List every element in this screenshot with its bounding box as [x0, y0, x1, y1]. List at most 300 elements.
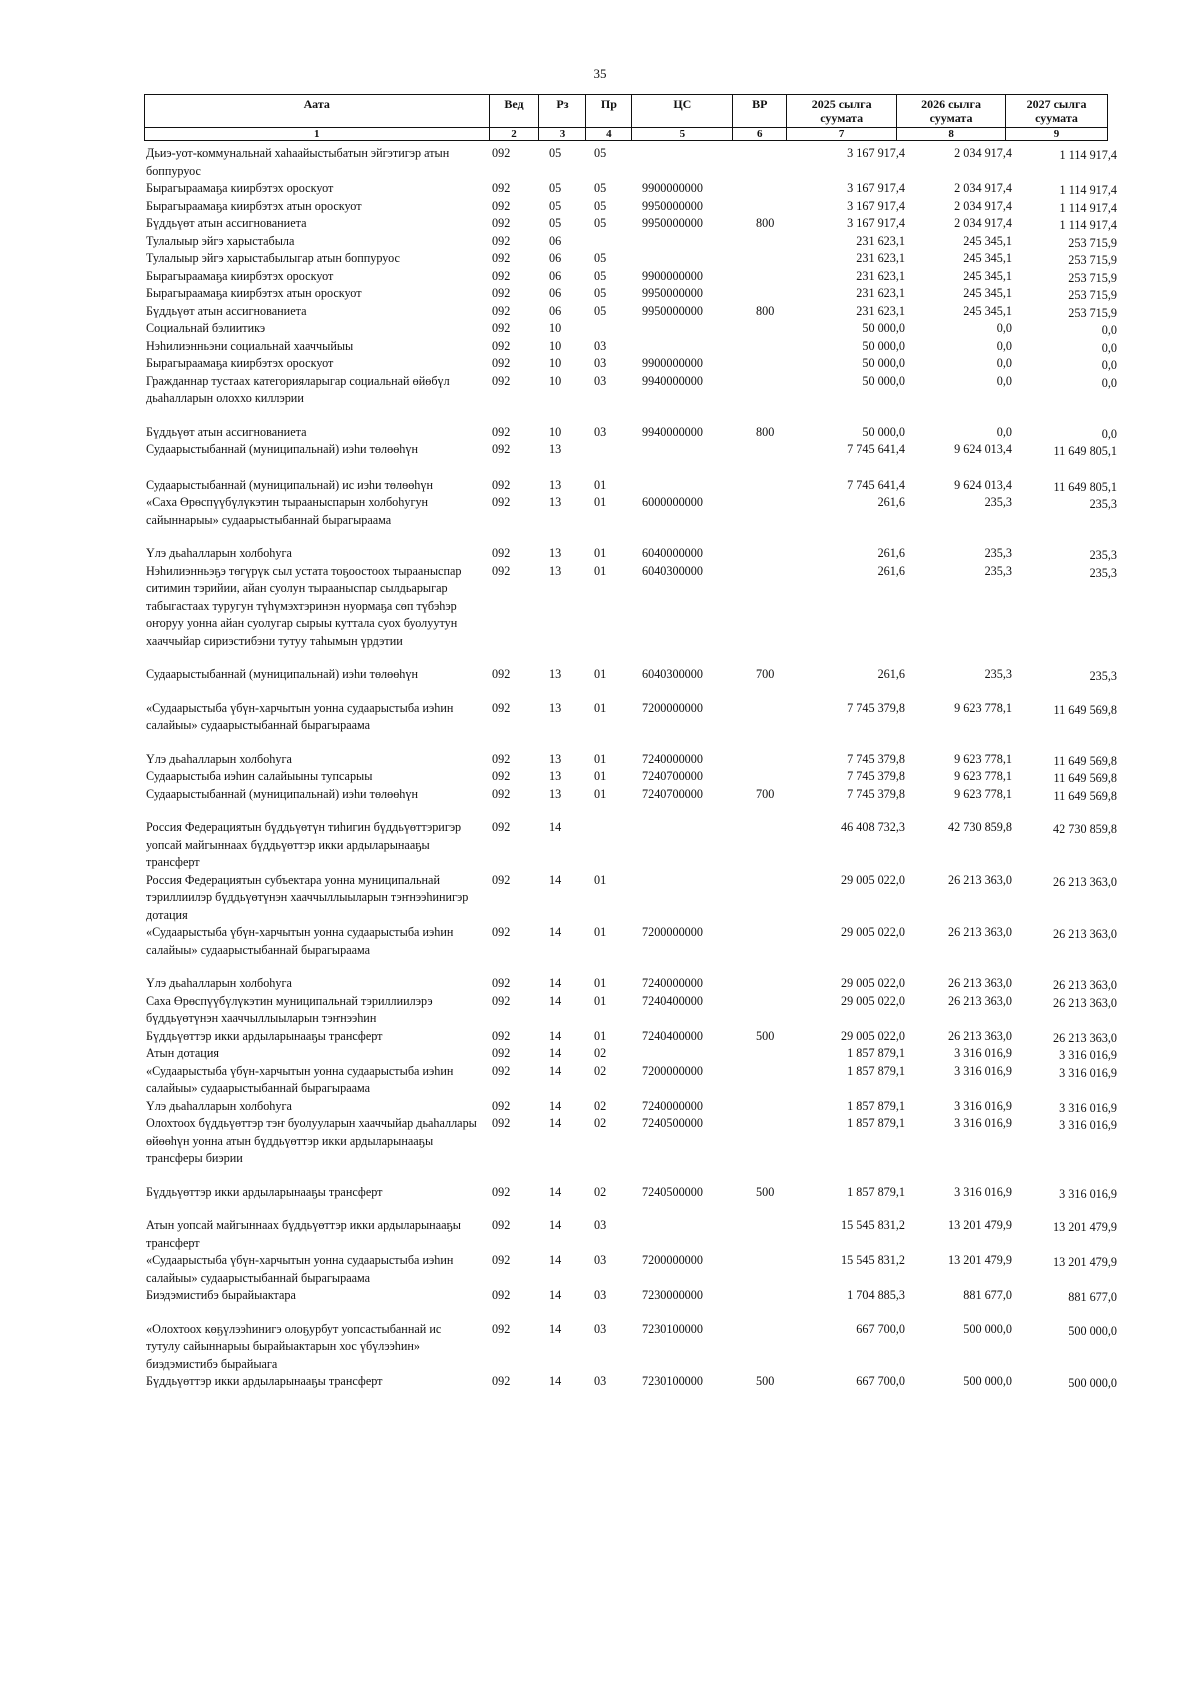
table-row	[0, 1184, 1200, 1202]
row-v2027: 0,0	[1101, 323, 1117, 337]
row-rz: 13	[549, 769, 562, 783]
row-pr: 01	[594, 546, 607, 560]
table-row	[0, 786, 1200, 804]
row-pr: 03	[594, 1218, 607, 1232]
table-row	[0, 441, 1200, 459]
row-cs: 7240000000	[642, 751, 703, 766]
table-row	[0, 1287, 1200, 1305]
row-vr: 800	[756, 216, 775, 230]
row-v2026: 3 316 016,9	[954, 1098, 1012, 1113]
table-row	[0, 666, 1200, 684]
page-number: 35	[593, 66, 607, 81]
table-row	[0, 872, 1200, 925]
row-v2026: 0,0	[996, 373, 1012, 388]
row-v2027: 26 213 363,0	[1053, 1030, 1117, 1045]
row-v2025: 261,6	[877, 667, 905, 681]
row-rz: 06	[549, 286, 562, 300]
row-v2027: 11 649 569,8	[1053, 702, 1117, 717]
row-ved: 092	[492, 1321, 511, 1336]
row-rz: 13	[549, 667, 562, 681]
row-rz: 13	[549, 495, 562, 509]
row-v2025: 261,6	[877, 563, 905, 578]
row-pr: 03	[594, 356, 607, 370]
table-row	[0, 993, 1200, 1028]
row-v2027: 11 649 569,8	[1053, 771, 1117, 785]
col-header-ved: Вед	[489, 95, 539, 128]
row-v2026: 500 000,0	[963, 1321, 1012, 1336]
row-name: Үлэ дьаһалларын холбоһуга	[146, 546, 292, 560]
table-row	[0, 494, 1200, 529]
table-row	[0, 355, 1200, 373]
row-v2026: 235,3	[984, 563, 1012, 578]
row-v2027: 3 316 016,9	[1059, 1100, 1117, 1115]
row-rz: 14	[549, 1116, 562, 1130]
row-v2026: 0,0	[996, 424, 1012, 439]
row-v2026: 26 213 363,0	[948, 925, 1012, 939]
row-pr: 01	[594, 1028, 607, 1043]
row-v2026: 9 623 778,1	[954, 786, 1012, 801]
row-name: «Судаарыстыба үбүн-харчытын уонна судаарыстыба иэһин салайыы» судаарыстыбаннай бырагыраама	[146, 1253, 454, 1285]
table-row	[0, 700, 1200, 735]
row-v2026: 245 345,1	[963, 251, 1012, 265]
row-name: Россия Федерациятын субъектара уонна муниципальнай тэриллиилэр бүддьүөтүнэн хааччыллыыларын тэҥнээһинигэр дотация	[146, 872, 469, 922]
col-header-2027: 2027 сылга суумата	[1006, 95, 1108, 128]
row-v2025: 50 000,0	[862, 321, 905, 335]
table-row	[0, 975, 1200, 993]
row-v2027: 253 715,9	[1068, 253, 1117, 267]
row-v2026: 500 000,0	[963, 1374, 1012, 1388]
row-rz: 06	[549, 251, 562, 265]
row-v2027: 253 715,9	[1068, 235, 1117, 250]
row-cs: 6000000000	[642, 495, 703, 509]
row-pr: 03	[594, 1374, 607, 1388]
row-rz: 13	[549, 751, 562, 766]
row-pr: 03	[594, 1321, 607, 1336]
row-name: Бырагыраамаҕа киирбэтэх ороскуот	[146, 268, 334, 283]
row-v2027: 3 316 016,9	[1059, 1048, 1117, 1062]
row-name: «Олохтоох көҕүлээһинигэ олоҕурбут уопсастыбаннай ис тутулу сайыннарыы бырайыактарын хос үбүлээһин» биэдэмистибэ бырайыага	[146, 1321, 442, 1371]
row-v2025: 231 623,1	[856, 303, 905, 318]
row-v2025: 1 704 885,3	[847, 1288, 905, 1302]
row-pr: 05	[594, 216, 607, 230]
row-rz: 14	[549, 1288, 562, 1302]
row-v2025: 3 167 917,4	[847, 181, 905, 195]
row-name: Россия Федерациятын бүддьүөтүн тиһигин бүддьүөттэригэр уопсай майгыннаах бүддьүөттэр икки ардыларынааҕы трансферт	[146, 820, 462, 869]
row-v2025: 261,6	[877, 495, 905, 509]
table-row	[0, 320, 1200, 338]
row-cs: 9940000000	[642, 373, 703, 388]
row-ved: 092	[492, 1218, 511, 1232]
row-ved: 092	[492, 424, 511, 439]
col-number: 1	[145, 128, 490, 141]
table-row	[0, 563, 1200, 651]
row-rz: 13	[549, 563, 562, 578]
row-v2026: 42 730 859,8	[948, 820, 1012, 834]
row-ved: 092	[492, 146, 511, 160]
table-row	[0, 1045, 1200, 1063]
row-cs: 6040300000	[642, 667, 703, 681]
row-v2025: 29 005 022,0	[841, 872, 905, 887]
row-v2027: 11 649 569,8	[1053, 788, 1117, 803]
table-row	[0, 1321, 1200, 1374]
row-cs: 9900000000	[642, 181, 703, 195]
row-cs: 9950000000	[642, 198, 703, 213]
row-ved: 092	[492, 993, 511, 1008]
row-cs: 9950000000	[642, 216, 703, 230]
row-cs: 7230100000	[642, 1321, 703, 1336]
row-ved: 092	[492, 216, 511, 230]
row-v2027: 253 715,9	[1068, 288, 1117, 302]
row-name: Атын дотация	[146, 1046, 219, 1060]
row-v2026: 9 623 778,1	[954, 751, 1012, 766]
row-name: Судаарыстыбаннай (муниципальнай) иэһи төлөөһүн	[146, 667, 419, 681]
row-v2026: 3 316 016,9	[954, 1063, 1012, 1078]
row-pr: 01	[594, 769, 607, 783]
row-v2027: 42 730 859,8	[1053, 822, 1117, 836]
row-ved: 092	[492, 1046, 511, 1060]
row-rz: 14	[549, 1321, 562, 1336]
row-pr: 05	[594, 198, 607, 213]
row-ved: 092	[492, 1098, 511, 1113]
row-name: «Судаарыстыба үбүн-харчытын уонна судаарыстыба иэһин салайыы» судаарыстыбаннай бырагыраама	[146, 925, 454, 957]
row-name: Бырагыраамаҕа киирбэтэх атын ороскуот	[146, 286, 362, 300]
row-rz: 10	[549, 356, 562, 370]
row-rz: 10	[549, 424, 562, 439]
row-rz: 14	[549, 1098, 562, 1113]
row-rz: 14	[549, 820, 562, 834]
row-v2025: 29 005 022,0	[841, 993, 905, 1008]
row-pr: 02	[594, 1063, 607, 1078]
row-v2027: 0,0	[1101, 426, 1117, 441]
col-header-2025: 2025 сылга суумата	[787, 95, 897, 128]
row-cs: 9900000000	[642, 356, 703, 370]
table-row	[0, 477, 1200, 495]
row-ved: 092	[492, 667, 511, 681]
row-rz: 14	[549, 1028, 562, 1043]
row-name: Үлэ дьаһалларын холбоһуга	[146, 751, 292, 766]
row-ved: 092	[492, 198, 511, 213]
row-name: Бүддьүөт атын ассигнованиета	[146, 216, 307, 230]
row-pr: 03	[594, 1288, 607, 1302]
table-row	[0, 215, 1200, 233]
row-pr: 02	[594, 1098, 607, 1113]
row-v2027: 235,3	[1089, 669, 1117, 683]
table-row	[0, 819, 1200, 872]
col-header-2026: 2026 сылга суумата	[897, 95, 1006, 128]
row-v2026: 9 624 013,4	[954, 442, 1012, 456]
row-v2025: 231 623,1	[856, 233, 905, 248]
row-vr: 500	[756, 1184, 775, 1199]
row-v2026: 235,3	[984, 667, 1012, 681]
row-v2025: 231 623,1	[856, 251, 905, 265]
row-v2025: 7 745 641,4	[847, 477, 905, 492]
row-ved: 092	[492, 286, 511, 300]
row-v2027: 26 213 363,0	[1053, 978, 1117, 992]
row-pr: 01	[594, 667, 607, 681]
row-rz: 14	[549, 1046, 562, 1060]
table-row	[0, 768, 1200, 786]
table-row	[0, 338, 1200, 356]
row-name: Судаарыстыбаннай (муниципальнай) иэһи төлөөһүн	[146, 442, 419, 456]
row-pr: 03	[594, 373, 607, 388]
row-rz: 06	[549, 303, 562, 318]
row-cs: 7200000000	[642, 1063, 703, 1078]
row-v2026: 2 034 917,4	[954, 181, 1012, 195]
row-cs: 7240400000	[642, 993, 703, 1008]
row-name: Бүддьүөт атын ассигнованиета	[146, 424, 307, 439]
row-cs: 9940000000	[642, 424, 703, 439]
row-pr: 01	[594, 563, 607, 578]
col-header-name: Аата	[145, 95, 490, 128]
row-ved: 092	[492, 373, 511, 388]
table-row	[0, 250, 1200, 268]
row-pr: 01	[594, 872, 607, 887]
row-rz: 14	[549, 993, 562, 1008]
row-v2027: 11 649 805,1	[1053, 444, 1117, 458]
table-row	[0, 285, 1200, 303]
row-v2025: 1 857 879,1	[847, 1098, 905, 1113]
row-name: Бырагыраамаҕа киирбэтэх ороскуот	[146, 356, 334, 370]
row-ved: 092	[492, 976, 511, 990]
row-ved: 092	[492, 268, 511, 283]
row-rz: 05	[549, 181, 562, 195]
row-v2026: 0,0	[996, 338, 1012, 353]
row-pr: 03	[594, 1253, 607, 1267]
table-row	[0, 1252, 1200, 1287]
row-v2025: 3 167 917,4	[847, 216, 905, 230]
row-rz: 05	[549, 146, 562, 160]
row-pr: 01	[594, 477, 607, 492]
row-name: Бырагыраамаҕа киирбэтэх атын ороскуот	[146, 198, 362, 213]
table-row	[0, 1063, 1200, 1098]
row-v2025: 1 857 879,1	[847, 1046, 905, 1060]
row-v2025: 1 857 879,1	[847, 1116, 905, 1130]
row-rz: 10	[549, 321, 562, 335]
row-name: «Судаарыстыба үбүн-харчытын уонна судаарыстыба иэһин салайыы» судаарыстыбаннай бырагыраама	[146, 700, 454, 732]
row-v2025: 3 167 917,4	[847, 198, 905, 213]
row-rz: 14	[549, 976, 562, 990]
row-name: Нэһилиэнньэни социальнай хааччыйыы	[146, 338, 354, 353]
row-pr: 05	[594, 146, 607, 160]
row-v2025: 15 545 831,2	[841, 1218, 905, 1232]
row-ved: 092	[492, 769, 511, 783]
row-ved: 092	[492, 1184, 511, 1199]
row-v2027: 1 114 917,4	[1059, 183, 1117, 197]
row-rz: 06	[549, 233, 562, 248]
row-pr: 05	[594, 181, 607, 195]
row-v2027: 13 201 479,9	[1053, 1220, 1117, 1234]
row-v2027: 881 677,0	[1068, 1290, 1117, 1304]
table-row	[0, 1115, 1200, 1168]
row-v2027: 1 114 917,4	[1059, 218, 1117, 232]
row-cs: 7240000000	[642, 976, 703, 990]
row-v2026: 245 345,1	[963, 303, 1012, 318]
table-row	[0, 545, 1200, 563]
row-vr: 800	[756, 424, 775, 439]
row-v2025: 7 745 379,8	[847, 769, 905, 783]
row-v2027: 3 316 016,9	[1059, 1065, 1117, 1080]
row-v2026: 26 213 363,0	[948, 1028, 1012, 1043]
table-header	[144, 94, 1108, 141]
col-header-pr: Пр	[586, 95, 632, 128]
row-v2026: 13 201 479,9	[948, 1253, 1012, 1267]
row-pr: 05	[594, 303, 607, 318]
row-v2025: 7 745 379,8	[847, 786, 905, 801]
row-v2026: 3 316 016,9	[954, 1046, 1012, 1060]
row-v2026: 9 624 013,4	[954, 477, 1012, 492]
row-ved: 092	[492, 321, 511, 335]
row-v2027: 1 114 917,4	[1059, 148, 1117, 162]
row-name: Бүддьүөттэр икки ардыларынааҕы трансферт	[146, 1184, 383, 1199]
row-v2026: 26 213 363,0	[948, 993, 1012, 1008]
row-cs: 9950000000	[642, 303, 703, 318]
row-cs: 7240400000	[642, 1028, 703, 1043]
row-v2027: 500 000,0	[1068, 1376, 1117, 1390]
row-v2027: 11 649 569,8	[1053, 753, 1117, 768]
row-rz: 14	[549, 872, 562, 887]
row-name: Дьиэ-уот-коммунальнай хаһаайыстыбатын эйгэтигэр атын боппуруос	[146, 146, 450, 178]
row-cs: 7240700000	[642, 769, 703, 783]
col-number: 5	[632, 128, 733, 141]
col-header-cs: ЦС	[632, 95, 733, 128]
row-v2027: 11 649 805,1	[1053, 479, 1117, 494]
col-header-rz: Рз	[539, 95, 586, 128]
row-pr: 03	[594, 424, 607, 439]
row-cs: 7240700000	[642, 786, 703, 801]
row-pr: 02	[594, 1046, 607, 1060]
row-v2026: 245 345,1	[963, 286, 1012, 300]
col-number: 3	[539, 128, 586, 141]
row-v2027: 253 715,9	[1068, 305, 1117, 320]
row-pr: 01	[594, 751, 607, 766]
row-name: Гражданнар тустаах категорияларыгар социальнай өйөбүл дьаһалларын олоххо киллэрии	[146, 373, 450, 405]
row-v2026: 2 034 917,4	[954, 216, 1012, 230]
row-ved: 092	[492, 872, 511, 887]
row-pr: 05	[594, 268, 607, 283]
row-v2025: 46 408 732,3	[841, 820, 905, 834]
row-v2025: 50 000,0	[862, 338, 905, 353]
row-rz: 10	[549, 338, 562, 353]
col-number: 6	[733, 128, 787, 141]
col-number: 8	[897, 128, 1006, 141]
row-cs: 6040300000	[642, 563, 703, 578]
table-row	[0, 1098, 1200, 1116]
row-v2026: 245 345,1	[963, 268, 1012, 283]
row-v2025: 7 745 379,8	[847, 700, 905, 715]
row-v2027: 13 201 479,9	[1053, 1255, 1117, 1269]
row-cs: 7200000000	[642, 925, 703, 939]
row-name: Тулалыыр эйгэ харыстабылыгар атын боппуруос	[146, 251, 400, 265]
row-ved: 092	[492, 546, 511, 560]
row-ved: 092	[492, 563, 511, 578]
row-pr: 01	[594, 925, 607, 939]
row-v2025: 29 005 022,0	[841, 1028, 905, 1043]
row-cs: 7240000000	[642, 1098, 703, 1113]
table-row	[0, 1028, 1200, 1046]
row-name: Атын уопсай майгыннаах бүддьүөттэр икки ардыларынааҕы трансферт	[146, 1218, 461, 1250]
row-ved: 092	[492, 233, 511, 248]
row-v2027: 253 715,9	[1068, 270, 1117, 285]
row-v2026: 245 345,1	[963, 233, 1012, 248]
row-v2027: 26 213 363,0	[1053, 995, 1117, 1010]
row-ved: 092	[492, 1116, 511, 1130]
row-ved: 092	[492, 1063, 511, 1078]
row-v2025: 15 545 831,2	[841, 1253, 905, 1267]
table-row	[0, 180, 1200, 198]
row-pr: 03	[594, 338, 607, 353]
table-row	[0, 145, 1200, 180]
row-v2026: 0,0	[996, 321, 1012, 335]
row-vr: 500	[756, 1028, 775, 1043]
row-rz: 14	[549, 1184, 562, 1199]
row-v2025: 50 000,0	[862, 424, 905, 439]
row-ved: 092	[492, 1374, 511, 1388]
row-vr: 800	[756, 303, 775, 318]
table-row	[0, 424, 1200, 442]
table-row	[0, 268, 1200, 286]
row-ved: 092	[492, 303, 511, 318]
row-v2025: 231 623,1	[856, 268, 905, 283]
row-ved: 092	[492, 356, 511, 370]
row-rz: 13	[549, 700, 562, 715]
row-cs: 7200000000	[642, 1253, 703, 1267]
row-ved: 092	[492, 181, 511, 195]
col-number: 7	[787, 128, 897, 141]
row-name: Саха Өрөспүүбүлүкэтин муниципальнай тэриллиилэрэ бүддьүөтүнэн хааччыллыыларын тэҥнээһин	[146, 993, 433, 1025]
row-v2026: 26 213 363,0	[948, 976, 1012, 990]
row-name: «Саха Өрөспүүбүлүкэтин тырааныспарын холбоһугун сайыннарыы» судаарыстыбаннай бырагыраама	[146, 495, 429, 527]
table-row	[0, 198, 1200, 216]
row-v2027: 3 316 016,9	[1059, 1118, 1117, 1132]
row-ved: 092	[492, 442, 511, 456]
table-body	[0, 145, 1200, 1407]
row-name: Бүддьүөттэр икки ардыларынааҕы трансферт	[146, 1028, 383, 1043]
row-vr: 700	[756, 667, 775, 681]
row-v2027: 500 000,0	[1068, 1323, 1117, 1338]
row-name: Бүддьүөттэр икки ардыларынааҕы трансферт	[146, 1374, 383, 1388]
row-rz: 14	[549, 925, 562, 939]
row-v2026: 235,3	[984, 546, 1012, 560]
row-rz: 13	[549, 546, 562, 560]
row-v2026: 235,3	[984, 495, 1012, 509]
table-row	[0, 1217, 1200, 1252]
row-v2027: 26 213 363,0	[1053, 927, 1117, 941]
row-pr: 01	[594, 976, 607, 990]
row-name: Олохтоох бүддьүөттэр тэҥ буолууларын хааччыйар дьаһаллары өйөөһүн уонна атын бүддьүөттэр икки ардыларынааҕы трансферы биэрии	[146, 1116, 477, 1165]
row-v2025: 7 745 641,4	[847, 442, 905, 456]
row-v2027: 0,0	[1101, 375, 1117, 390]
row-v2027: 3 316 016,9	[1059, 1186, 1117, 1201]
row-v2026: 2 034 917,4	[954, 198, 1012, 213]
row-ved: 092	[492, 1028, 511, 1043]
col-number: 2	[489, 128, 539, 141]
row-v2027: 0,0	[1101, 358, 1117, 372]
row-ved: 092	[492, 1288, 511, 1302]
row-v2026: 9 623 778,1	[954, 700, 1012, 715]
row-pr: 01	[594, 786, 607, 801]
table-row	[0, 303, 1200, 321]
row-v2027: 1 114 917,4	[1059, 200, 1117, 215]
table-row	[0, 373, 1200, 408]
row-name: Үлэ дьаһалларын холбоһуга	[146, 1098, 292, 1113]
row-v2025: 1 857 879,1	[847, 1184, 905, 1199]
row-v2027: 235,3	[1089, 548, 1117, 562]
row-vr: 500	[756, 1374, 775, 1388]
row-v2026: 0,0	[996, 356, 1012, 370]
row-v2025: 29 005 022,0	[841, 976, 905, 990]
table-row	[0, 751, 1200, 769]
row-v2025: 231 623,1	[856, 286, 905, 300]
